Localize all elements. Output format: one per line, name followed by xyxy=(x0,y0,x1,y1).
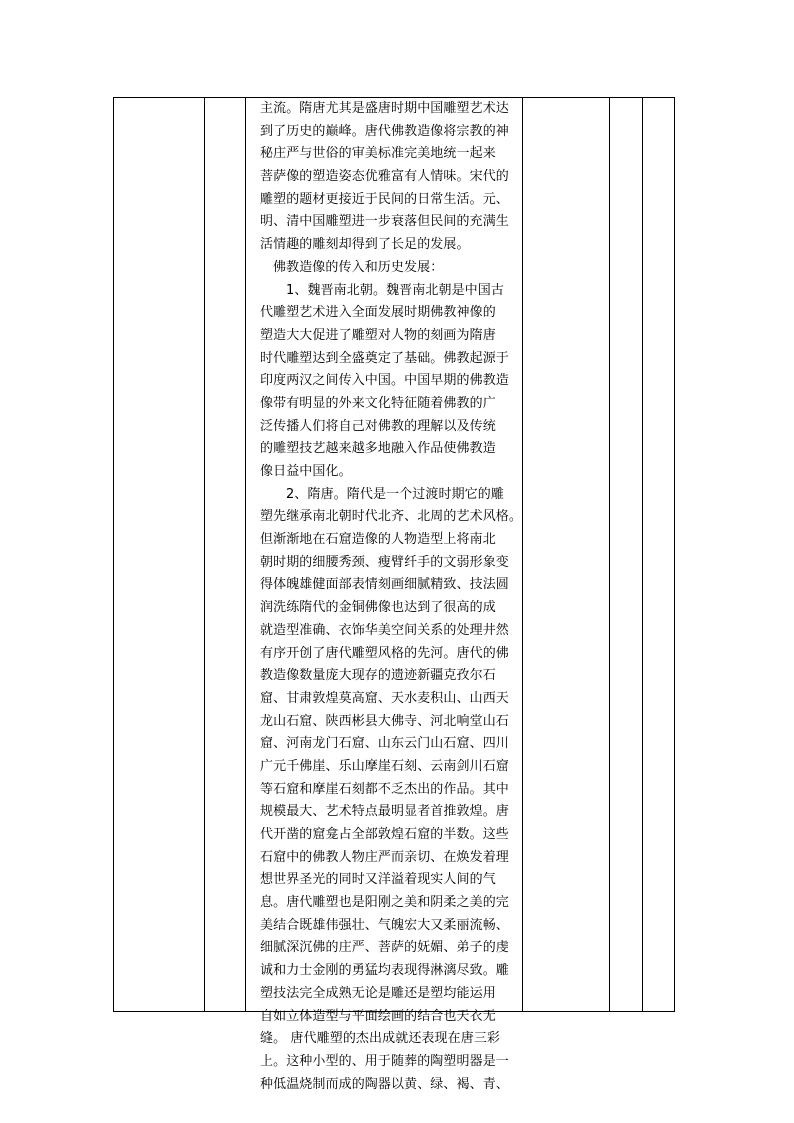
text-line: 秘庄严与世俗的审美标准完美地统一起来 xyxy=(260,146,496,162)
text-line: 塑技法完全成熟无论是雕还是塑均能运用 xyxy=(260,985,496,1001)
text-line: 像日益中国化。 xyxy=(260,464,352,479)
text-line: 缝。 唐代雕塑的杰出成就还表现在唐三彩 xyxy=(260,1031,501,1047)
text-line: 窟、甘肃敦煌莫高窟、天水麦积山、山西天 xyxy=(260,690,509,706)
text-line: 明、清中国雕塑进一步衰落但民间的充满生 xyxy=(260,214,509,230)
text-line: 自如立体造型与平面绘画的结合也天衣无 xyxy=(260,1008,496,1024)
text-line: 龙山石窟、陕西彬县大佛寺、河北响堂山石 xyxy=(260,713,509,729)
text-line: 就造型准确、衣饰华美空间关系的处理井然 xyxy=(260,622,509,638)
text-line: 上。这种小型的、用于随葬的陶塑明器是一 xyxy=(260,1053,509,1069)
text-line: 像带有明显的外来文化特征随着佛教的广 xyxy=(260,395,496,411)
text-line: 佛教造像的传入和历史发展： xyxy=(273,259,444,275)
text-line: 美结合既雄伟强壮、气魄宏大又柔丽流畅、 xyxy=(260,917,509,933)
content-table xyxy=(113,97,675,1092)
text-line: 雕塑的题材更接近于民间的日常生活。元、 xyxy=(260,191,509,207)
text-line: 规模最大、艺术特点最明显者首推敦煌。唐 xyxy=(260,804,509,820)
text-line: 代开凿的窟龛占全部敦煌石窟的半数。这些 xyxy=(260,827,509,842)
text-line: 2、隋唐。隋代是一个过渡时期它的雕 xyxy=(286,486,504,502)
column-divider xyxy=(522,98,523,1011)
text-line: 广元千佛崖、乐山摩崖石刻、云南剑川石窟 xyxy=(260,758,509,774)
column-divider xyxy=(642,98,643,1011)
text-line: 润洗练隋代的金铜佛像也达到了很高的成 xyxy=(260,600,496,616)
text-line: 想世界圣光的同时又洋溢着现实人间的气 xyxy=(260,872,496,888)
text-line: 种低温烧制而成的陶器以黄、绿、褐、青、 xyxy=(260,1076,509,1092)
text-line: 细腻深沉佛的庄严、菩萨的妩媚、弟子的虔 xyxy=(260,940,509,956)
text-line: 但渐渐地在石窟造像的人物造型上将南北 xyxy=(260,532,496,548)
text-line: 诚和力士金刚的勇猛均表现得淋漓尽致。雕 xyxy=(260,963,509,979)
text-line: 菩萨像的塑造姿态优雅富有人情味。宋代的 xyxy=(260,169,509,185)
text-line: 塑先继承南北朝时代北齐、北周的艺术风格。 xyxy=(260,509,523,525)
text-line: 到了历史的巅峰。唐代佛教造像将宗教的神 xyxy=(260,123,509,139)
text-line: 窟、河南龙门石窟、山东云门山石窟、四川 xyxy=(260,736,509,752)
text-line: 有序开创了唐代雕塑风格的先河。唐代的佛 xyxy=(260,645,509,661)
text-line: 的雕塑技艺越来越多地融入作品使佛教造 xyxy=(260,441,496,457)
table-cell-body-text xyxy=(254,98,523,1096)
column-divider xyxy=(609,98,610,1011)
text-line: 朝时期的细腰秀颈、瘦臂纤手的文弱形象变 xyxy=(260,554,509,570)
column-divider xyxy=(245,98,246,1011)
text-line: 代雕塑艺术进入全面发展时期佛教神像的 xyxy=(260,305,496,321)
text-line: 教造像数量庞大现存的遗迹新疆克孜尔石 xyxy=(260,668,496,684)
text-line: 息。唐代雕塑也是阳刚之美和阴柔之美的完 xyxy=(260,895,509,911)
text-line: 泛传播人们将自己对佛教的理解以及传统 xyxy=(260,418,496,434)
text-line: 塑造大大促进了雕塑对人物的刻画为隋唐 xyxy=(260,327,496,343)
text-line: 时代雕塑达到全盛奠定了基础。佛教起源于 xyxy=(260,350,509,366)
text-line: 石窟中的佛教人物庄严而亲切、在焕发着理 xyxy=(260,849,509,865)
column-divider xyxy=(204,98,205,1011)
text-line: 印度两汉之间传入中国。中国早期的佛教造 xyxy=(260,373,509,389)
text-line: 等石窟和摩崖石刻都不乏杰出的作品。其中 xyxy=(260,781,509,797)
text-line: 1、魏晋南北朝。魏晋南北朝是中国古 xyxy=(286,282,504,298)
text-line: 主流。隋唐尤其是盛唐时期中国雕塑艺术达 xyxy=(260,101,509,116)
text-line: 得体魄雄健面部表情刻画细腻精致、技法圆 xyxy=(260,577,509,593)
text-line: 活情趣的雕刻却得到了长足的发展。 xyxy=(260,237,470,253)
